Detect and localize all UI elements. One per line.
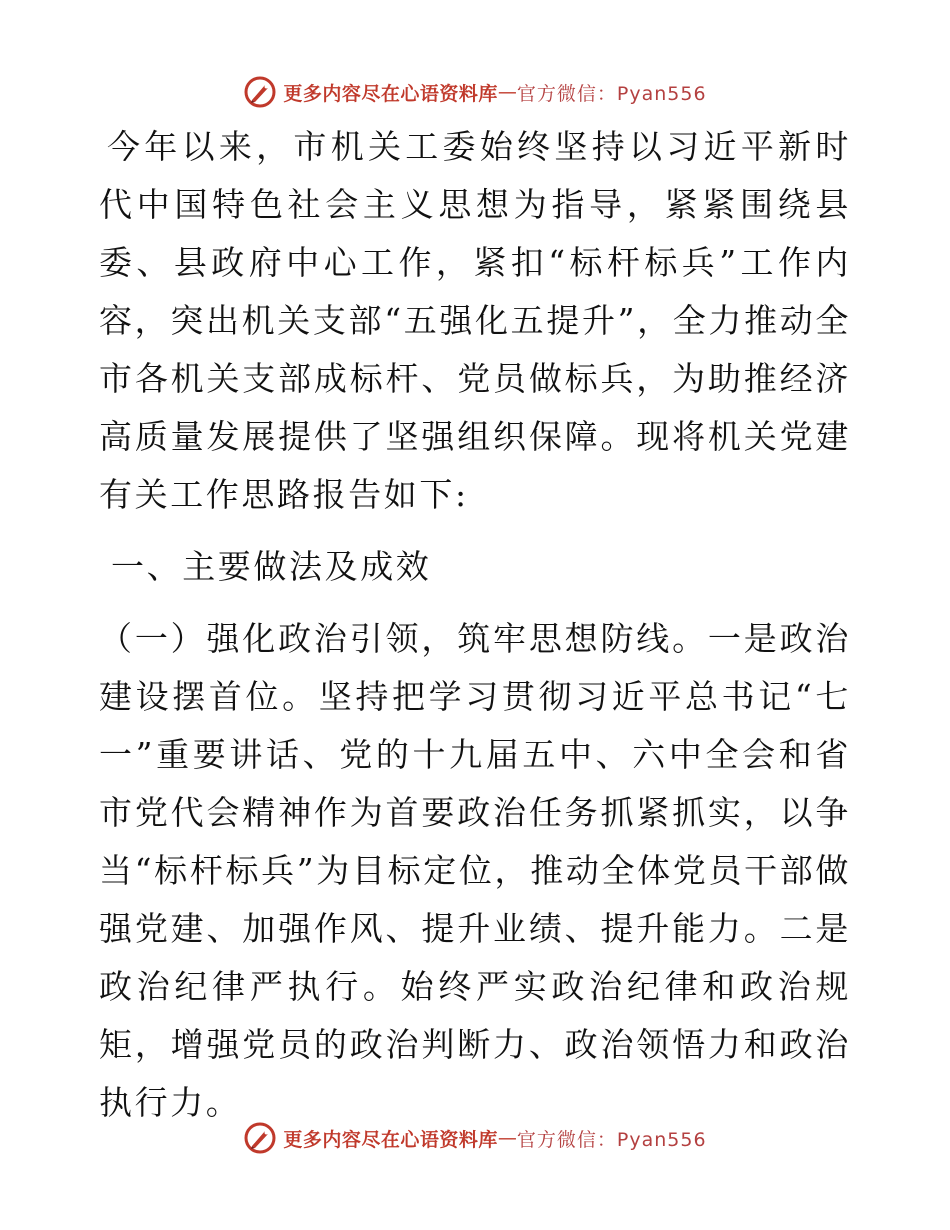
section-heading: 一、主要做法及成效 [111, 547, 432, 586]
pen-circle-logo-icon [243, 75, 277, 109]
footer-watermark [0, 1118, 950, 1158]
pen-circle-logo-icon [243, 1121, 277, 1155]
intro-paragraph: 今年以来，市机关工委始终坚持以习近平新时代中国特色社会主义思想为指导，紧紧围绕县委、县政府中心工作，紧扣“标杆标兵”工作内容，突出机关支部“五强化五提升”，全力推动全市各机关支部成标杆、党员做标兵，为助推经济高质量发展提供了坚强组织保障。现将机关党建有关工作思路报告如下: [99, 127, 851, 514]
watermark-main-text: 更多内容尽在心语资料库 [283, 1128, 498, 1151]
section-paragraph: （一）强化政治引领，筑牢思想防线。一是政治建设摆首位。坚持把学习贯彻习近平总书记“七一”重要讲话、党的十九届五中、六中全会和省市党代会精神作为首要政治任务抓紧抓实，以争当“标杆标兵”为目标定位，推动全体党员干部做强党建、加强作风、提升业绩、提升能力。二是政治纪律严执行。始终严实政治纪律和政治规矩，增强党员的政治判断力、政治领悟力和政治执行力。 [99, 619, 851, 1122]
watermark-account-text: 官方微信：Pyan556 [516, 82, 707, 105]
watermark-account-text: 官方微信：Pyan556 [516, 1128, 707, 1151]
watermark-separator: — [497, 1127, 517, 1149]
watermark-main-text: 更多内容尽在心语资料库 [283, 82, 498, 105]
watermark-separator: — [497, 81, 517, 103]
document-body [99, 118, 851, 1132]
header-watermark [0, 72, 950, 112]
